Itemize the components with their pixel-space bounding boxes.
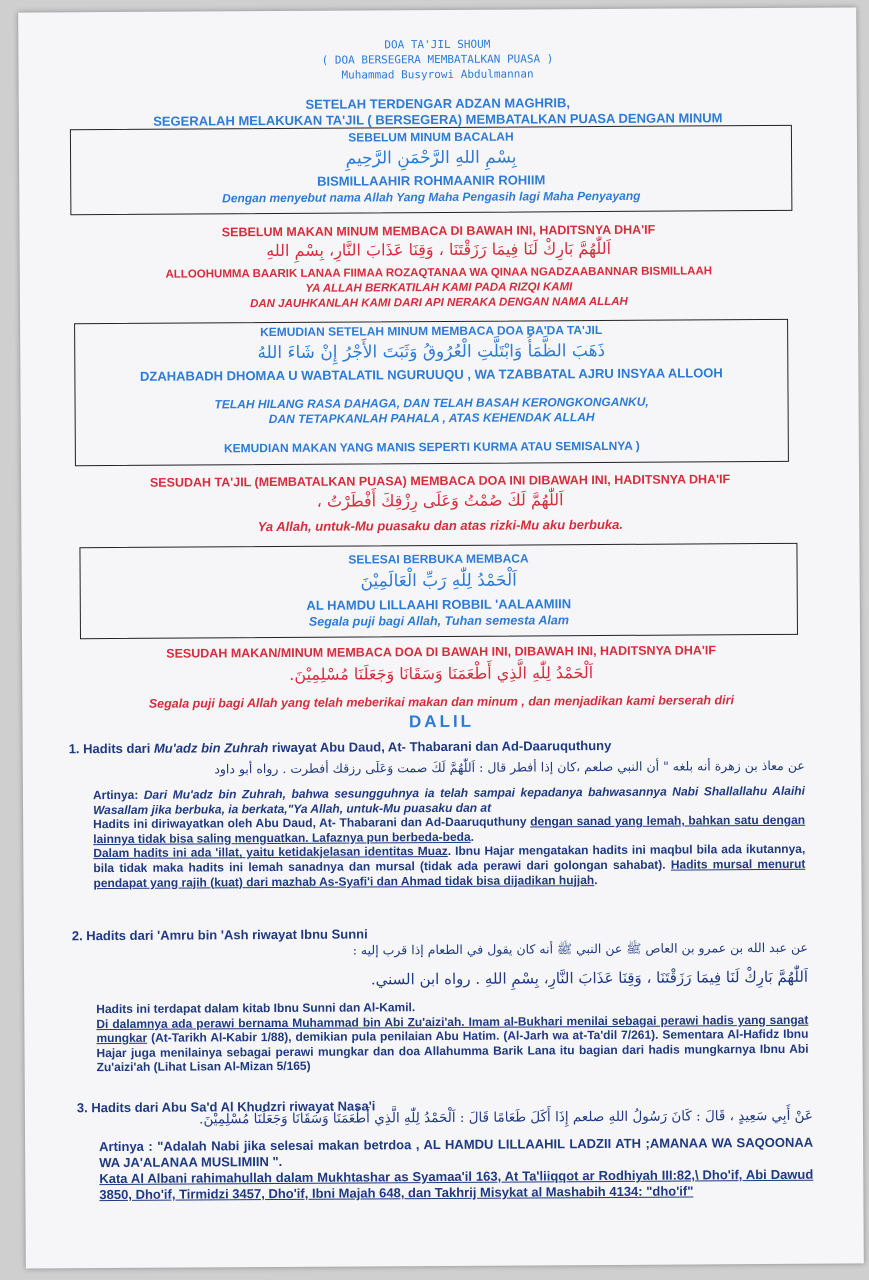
box1-latin: BISMILLAAHIR ROHMAANIR ROHIIM: [317, 172, 546, 189]
sec4-heading: SESUDAH MAKAN/MINUM MEMBACA DOA DI BAWAH INI, DIBAWAH INI, HADITSNYA DHA'IF: [166, 643, 716, 661]
sec2-meaning-1: YA ALLAH BERKATILAH KAMI PADA RIZQI KAMI: [305, 281, 573, 295]
hadith-2-arabic-1: عن عبد الله بن عمرو بن العاص ﷺ عن النبي ﷺ أنه كان يقول في الطعام إذا قرب إليه :: [352, 939, 808, 958]
intro-line-1: SETELAH TERDENGAR ADZAN MAGHRIB,: [305, 95, 571, 112]
hadith-3-title-text: Hadits dari Abu Sa'd Al Khudzri riwayat Nasa'i: [91, 1098, 376, 1116]
box-after-drinking: [74, 319, 789, 466]
hadith-1-body: [93, 784, 806, 891]
box3-meaning: Segala puji bagi Allah, Tuhan semesta Alam: [308, 613, 569, 629]
hadith-1-number: 1.: [68, 741, 80, 757]
hadith-3-p1: Artinya : "Adalah Nabi jika selesai makan betrdoa , AL HAMDU LILLAAHIL LADZII ATH ;AMANAA WA SAQOONAA WA JA'ALANAA MUSLIMIIN ".: [99, 1134, 814, 1171]
intro-line-2: SEGERALAH MELAKUKAN TA'JIL ( BERSEGERA) MEMBATALKAN PUASA DENGAN MINUM: [153, 110, 723, 129]
box3-arabic: اَلْحَمْدُ لِلّٰهِ رَبِّ الْعَالَمِيْنَ: [360, 570, 517, 592]
hadith-1-p2-text: Hadits ini diriwayatkan oleh Abu Daud, At- Thabarani dan Ad-Daaruquthuny: [93, 814, 531, 832]
hadith-1-p3-underlined: Dalam hadits ini ada 'illat, yaitu ketidakjelasan identitas Muaz: [93, 844, 448, 861]
hadith-1-p2-underlined: dengan sanad yang lemah, bahkan satu dengan lainnya tidak bisa saling menguatkan. Lafaznya pun berbeda-beda: [93, 812, 806, 846]
box3-latin: AL HAMDU LILLAAHI ROBBIL 'AALAAMIIN: [306, 596, 572, 613]
box2-meaning-1: TELAH HILANG RASA DAHAGA, DAN TELAH BASAH KERONGKONGANKU,: [214, 394, 649, 412]
sec3-heading: SESUDAH TA'JIL (MEMBATALKAN PUASA) MEMBACA DOA INI DIBAWAH INI, HADITSNYA DHA'IF: [149, 472, 731, 490]
hadith-2-number: 2.: [71, 928, 83, 944]
hadith-3-body: [99, 1135, 813, 1203]
box2-note: KEMUDIAN MAKAN YANG MANIS SEPERTI KURMA ATAU SEMISALNYA ): [223, 438, 640, 456]
hadith-1-title-c: riwayat Abu Daud, At- Thabarani dan Ad-Daaruquthuny: [268, 737, 612, 756]
hadith-3-number: 3.: [76, 1100, 88, 1116]
box2-latin: DZAHABADH DHOMAA U WABTALATIL NGURUUQU , WA TZABBATAL AJRU INSYAA ALLOOH: [139, 365, 723, 384]
hadith-1-p3-text: . Ibnu Hajar mengatakan hadits ini maqbul bila ada ikutannya, bila tidak maka hadits ini lemah sanadnya dan mursal (tidak ada perawi dari golongan sahabat).: [93, 842, 806, 876]
box1-meaning: Dengan menyebut nama Allah Yang Maha Pengasih lagi Maha Penyayang: [222, 188, 641, 206]
box1-heading: SEBELUM MINUM BACALAH: [348, 129, 514, 145]
document-page: [18, 7, 864, 1268]
sec2-arabic: اَللّٰهُمَّ بَارِكْ لَنَا فِيمَا رَزَقْتَنَا ، وَقِنَا عَذَابَ النَّارِ، بِسْمِ اللهِ: [266, 238, 612, 261]
hadith-1-title: [69, 738, 612, 756]
box3-heading: SELESAI BERBUKA MEMBACA: [348, 551, 529, 567]
sec4-meaning: Segala puji bagi Allah yang telah meberikai makan dan minum , dan menjadikan kami berserah diri: [148, 693, 734, 711]
box-after-breaking-fast: [79, 543, 798, 639]
hadith-2-body: [96, 998, 808, 1075]
sec3-arabic: اَللّٰهُمَّ لَكَ صُمْتُ وَعَلَى رِزْقِكَ أَفْطَرْتُ ،: [316, 490, 564, 511]
hadith-1-narrator: Mu'adz bin Zuhrah: [153, 740, 269, 756]
hadith-1-p1-text: Dari Mu'adz bin Zuhrah, bahwa sesungguhnya ia telah sampai kepadanya bahwasannya Nabi Shallallahu Alaihi Wasallam jika berbuka, ia berkata,"Ya Allah, untuk-Mu puasaku dan at: [92, 783, 805, 817]
box2-arabic: ذَهَبَ الظَّمَأُ وَابْتَلَّتِ الْعُرُوقُ وَثَبَتَ الأَجْرُ إِنْ شَاءَ اللهُ: [257, 340, 606, 364]
hadith-1-p3-end: .: [594, 872, 598, 887]
sec2-heading: SEBELUM MAKAN MINUM MEMBACA DI BAWAH INI, HADITSNYA DHA'IF: [221, 222, 656, 240]
hadith-1-p2-end: .: [470, 829, 475, 844]
hadith-2-p1: Hadits ini terdapat dalam kitab Ibnu Sunni dan Al-Kamil.: [96, 1000, 416, 1017]
hadith-2-arabic-2: اَللّٰهُمَّ بَارِكْ لَنَا فِيمَا رَزَقْتَنَا ، وَقِنَا عَذَابَ النَّارِ، بِسْمِ اللهِ . رواه ابن السني.: [370, 967, 809, 989]
sec2-latin: ALLOOHUMMA BAARIK LANAA FIIMAA ROZAQTANAA WA QINAA NGADZAABANNAR BISMILLAAH: [165, 265, 713, 281]
hadith-2-p2-text: (At-Tarikh Al-Kabir 1/88), demikian pula penilaian Abu Hatim. (Al-Jarh wa at-Ta'dil 7/261). Sementara Al-Hafidz Ibnu Hajar juga menilainya sebagai perawi mungkar dan doa Allahumma Barik Lana itu bagian dari hadis mungkarnya Ibnu Abi Zu'aizi'ah (Lihat Lisan Al-Mizan 5/165): [96, 1026, 809, 1075]
hadith-3-p2-underlined: Kata Al Albani rahimahullah dalam Mukhtashar as Syamaa'il 163, At Ta'liiqqot ar Rodhiyah III:82,\ Dho'if, Abi Dawud 3850, Dho'if, Tirmidzi 3457, Dho'if, Ibni Majah 648, dan Takhrij Misykat al Mashabih 4134: "dho'if": [99, 1166, 814, 1203]
doc-title: DOA TA'JIL SHOUM: [384, 37, 491, 52]
hadith-2-p2-underlined: Di dalamnya ada perawi bernama Muhammad bin Abi Zu'aizi'ah. Imam al-Bukhari menilai sebagai perawi hadis yang sangat mungkar: [96, 1012, 809, 1046]
box2-heading: KEMUDIAN SETELAH MINUM MEMBACA DOA BA'DA TA'JIL: [260, 323, 603, 340]
hadith-1-p3-underlined-2: Hadits mursal menurut pendapat yang rajih (kuat) dari mazhab As-Syafi'i dan Ahmad tidak bisa dijadikan hujjah: [93, 856, 806, 890]
hadith-1-title-a: Hadits dari: [83, 740, 154, 757]
hadith-1-arabic: عن معاذ بن زهرة أنه بلغه " أن النبي صلعم ،كان إذا أفطر قال : اَللّٰهُمَّ لَكَ صمت وَعَلَى رزقك أفطرت . رواه أبو داود: [214, 757, 805, 777]
dalil-title: DALIL: [408, 711, 475, 732]
hadith-2-title: [72, 926, 368, 943]
box-before-drinking: [70, 125, 793, 215]
hadith-1-p1-label: Artinya:: [92, 787, 144, 803]
hadith-2-title-text: Hadits dari 'Amru bin 'Ash riwayat Ibnu Sunni: [86, 926, 368, 944]
box2-meaning-2: DAN TETAPKANLAH PAHALA , ATAS KEHENDAK ALLAH: [268, 410, 595, 427]
doc-author: Muhammad Busyrowi Abdulmannan: [341, 67, 534, 82]
doc-subtitle: ( DOA BERSEGERA MEMBATALKAN PUASA ): [321, 52, 554, 67]
hadith-3-arabic: عَنْ أَبِي سَعِيدٍ ، قَالَ : كَانَ رَسُولُ اللهِ صلعم إِذَا أَكَلَ طَعَامًا قَالَ : اَلْحَمْدُ لِلّٰهِ الَّذِي أَطْعَمَنَا وَسَقَانَا وَجَعَلَنَا مُسْلِمِيْنَ.: [199, 1107, 813, 1128]
sec3-meaning: Ya Allah, untuk-Mu puasaku dan atas rizki-Mu aku berbuka.: [257, 516, 623, 535]
sec2-meaning-2: DAN JAUHKANLAH KAMI DARI API NERAKA DENGAN NAMA ALLAH: [250, 295, 628, 311]
sec4-arabic: اَلْحَمْدُ لِلّٰهِ الَّذِي أَطْعَمَنَا وَسَقَانَا وَجَعَلَنَا مُسْلِمِيْنَ.: [289, 663, 594, 684]
box1-arabic: بِسْمِ اللهِ الرَّحْمَنِ الرَّحِيمِ: [345, 147, 517, 169]
